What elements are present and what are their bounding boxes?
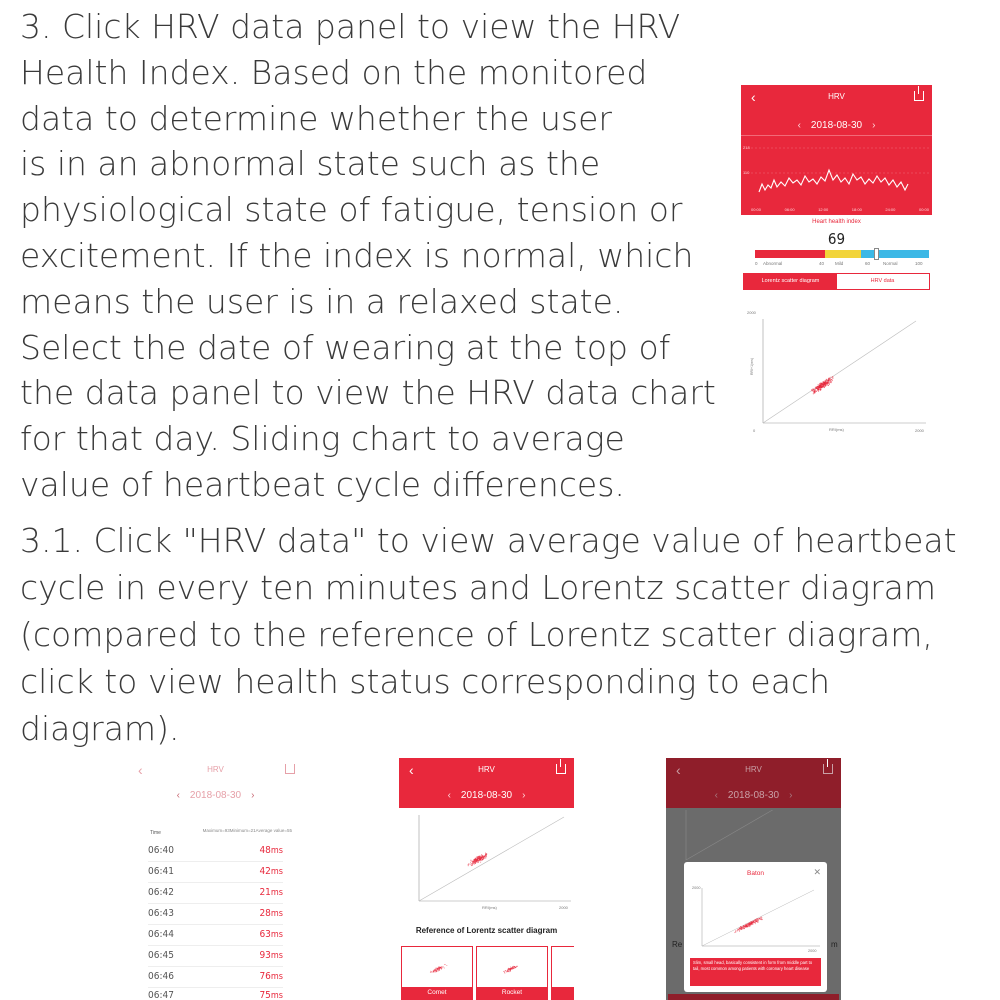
scatter-point (747, 924, 748, 925)
scatter-x-label: RRI(ms) (829, 427, 844, 432)
scatter-point (822, 386, 823, 387)
app-bar (399, 758, 574, 782)
scatter-point (446, 965, 447, 966)
text-line: 3. Click HRV data panel to view the HRV (20, 7, 681, 46)
scale-label: Abnormal (763, 261, 783, 266)
scatter-point (480, 859, 481, 860)
reference-rocket[interactable] (476, 946, 548, 1000)
baton-modal (684, 862, 827, 992)
date-selector[interactable] (666, 790, 841, 801)
scatter-point (433, 971, 434, 972)
scatter-point (818, 389, 819, 390)
table-row (148, 987, 283, 1000)
scatter-point (473, 860, 474, 861)
scatter-point (430, 971, 431, 972)
date-selector[interactable] (741, 120, 932, 131)
scale-label: 60 (865, 261, 871, 266)
tab-hrv-data[interactable]: HRV data (870, 278, 895, 284)
scatter-point (474, 863, 475, 864)
scatter-point (485, 853, 486, 854)
reference-label: Comet (402, 987, 472, 999)
app-bar (128, 758, 303, 782)
scatter-point (744, 928, 745, 929)
lorentz-scatter-plot[interactable] (741, 315, 932, 455)
scatter-point (735, 932, 736, 933)
scatter-point (749, 922, 750, 923)
scatter-point (441, 967, 442, 968)
next-date-icon[interactable]: › (872, 120, 876, 131)
scatter-point (823, 384, 824, 385)
text-line: for that day. Sliding chart to average (20, 419, 625, 459)
scatter-point (479, 856, 480, 857)
scatter-point (477, 861, 478, 862)
selected-date: 2018-08-30 (810, 120, 863, 131)
text-line: physiological state of fatigue, tension or (20, 190, 683, 230)
row-value: 75 (259, 990, 271, 1000)
scatter-point (436, 971, 437, 972)
x-tick: 00:00 (751, 207, 762, 212)
x-tick: 06:00 (784, 207, 795, 212)
row-value: 76 (259, 971, 271, 982)
back-icon[interactable]: ‹ (751, 89, 756, 105)
screen-title: HRV (207, 765, 224, 774)
scatter-point (829, 377, 830, 378)
text-line: (compared to the reference of Lorentz scatter diagram, (20, 615, 933, 654)
scatter-point (479, 857, 480, 858)
hrv-list-screenshot (128, 758, 303, 1000)
scatter-point (508, 971, 509, 972)
scale-label: Mild (835, 261, 844, 266)
x-tick: 18:00 (851, 207, 862, 212)
scatter-point (828, 382, 829, 383)
row-time: 06:45 (148, 950, 174, 961)
scatter-point (761, 919, 762, 920)
row-unit: ms (270, 991, 283, 1000)
scatter-point (444, 968, 445, 969)
selected-date: 2018-08-30 (460, 790, 513, 801)
index-bar-mild (825, 250, 861, 258)
scatter-point (510, 969, 511, 970)
row-unit: ms (270, 867, 283, 877)
scatter-point (751, 923, 752, 924)
scatter-points (468, 853, 488, 867)
scatter-point (435, 969, 436, 970)
scatter-point (824, 383, 825, 384)
scatter-point (816, 391, 817, 392)
scatter-point (753, 921, 754, 922)
y-tick: 218 (743, 145, 750, 150)
scatter-point (827, 381, 828, 382)
scatter-point (813, 393, 814, 394)
text-line: is in an abnormal state such as the (20, 144, 601, 184)
date-selector[interactable] (399, 790, 574, 801)
scatter-point (815, 392, 816, 393)
close-icon[interactable]: ✕ (813, 867, 821, 877)
instruction-paragraph-1 (20, 4, 718, 508)
scatter-point (504, 973, 505, 974)
prev-date-icon[interactable]: ‹ (714, 790, 718, 801)
row-time: 06:47 (148, 990, 174, 1000)
share-icon[interactable] (285, 764, 295, 774)
scatter-point (471, 865, 472, 866)
scatter-point (829, 379, 830, 380)
scatter-point (470, 862, 471, 863)
modal-x-max: 2000 (808, 949, 817, 953)
tab-lorentz-scatter[interactable]: Lorentz scatter diagram (744, 274, 837, 289)
scale-label: 40 (819, 261, 825, 266)
text-line: diagram). (20, 709, 180, 748)
scatter-point (747, 925, 748, 926)
scatter-point (746, 926, 747, 927)
dimmed-tab (668, 994, 839, 1000)
scatter-point (478, 861, 479, 862)
scatter-point (486, 853, 487, 854)
scatter-point (820, 385, 821, 386)
x-axis-ticks (751, 207, 929, 212)
screen-title: HRV (828, 92, 845, 101)
back-icon[interactable]: ‹ (138, 762, 143, 778)
scatter-point (442, 967, 443, 968)
scatter-point (440, 967, 441, 968)
text-line: data to determine whether the user (20, 98, 612, 138)
lorentz-scatter-plot[interactable] (399, 813, 574, 913)
scatter-point (761, 918, 762, 919)
scatter-point (485, 858, 486, 859)
scatter-point (482, 859, 483, 860)
scatter-point (430, 972, 431, 973)
scatter-point (477, 856, 478, 857)
scatter-point (486, 856, 487, 857)
scatter-point (812, 390, 813, 391)
scatter-point (468, 865, 469, 866)
scatter-point (744, 925, 745, 926)
scale-label: 100 (915, 261, 923, 266)
scatter-point (482, 856, 483, 857)
scatter-point (478, 862, 479, 863)
scale-label: 0 (755, 261, 758, 266)
health-index-value: 69 (827, 230, 846, 248)
dimmed-background-chart (666, 810, 841, 860)
index-bar-normal (861, 250, 929, 258)
scatter-point (740, 926, 741, 927)
scatter-point (468, 863, 469, 864)
scatter-point (751, 924, 752, 925)
scatter-point (742, 927, 743, 928)
scatter-point (516, 966, 517, 967)
reference-label-partial (552, 987, 574, 999)
scatter-point (507, 970, 508, 971)
scatter-point (507, 971, 508, 972)
baton-modal-screenshot (666, 758, 841, 1000)
reference-heading: Reference of Lorentz scatter diagram (415, 926, 558, 935)
index-marker (874, 248, 879, 260)
hrv-screenshot-main (741, 85, 932, 455)
scatter-point (829, 381, 830, 382)
scatter-point (513, 968, 514, 969)
text-line: cycle in every ten minutes and Lorentz scatter diagram (20, 568, 937, 607)
scatter-point (513, 966, 514, 967)
obscured-text-right: m (831, 940, 838, 949)
time-column-header: Time (150, 830, 161, 836)
scatter-point (480, 856, 481, 857)
scatter-point (503, 971, 504, 972)
scatter-point (741, 927, 742, 928)
scatter-point (822, 382, 823, 383)
app-bar (666, 758, 841, 782)
scatter-point (431, 971, 432, 972)
modal-y-max: 2000 (692, 886, 701, 890)
prev-date-icon[interactable]: ‹ (176, 790, 180, 801)
row-value: 28 (259, 908, 271, 919)
selected-date: 2018-08-30 (189, 790, 242, 801)
scatter-point (441, 966, 442, 967)
date-selector[interactable] (128, 790, 303, 801)
scatter-point (476, 859, 477, 860)
scatter-point (761, 917, 762, 918)
scatter-x-max: 2000 (915, 428, 924, 433)
scatter-x-max: 2000 (559, 905, 568, 910)
row-value: 93 (259, 950, 271, 961)
text-line: click to view health status corresponding to each (20, 662, 830, 701)
scatter-point (438, 970, 439, 971)
scatter-point (829, 384, 830, 385)
screen-title: HRV (745, 765, 762, 774)
row-unit: ms (270, 846, 283, 856)
text-line: value of heartbeat cycle differences. (20, 464, 625, 504)
scale-label: Normal (883, 261, 898, 266)
scatter-point (483, 856, 484, 857)
scatter-point (823, 385, 824, 386)
scatter-point (470, 860, 471, 861)
row-time: 06:46 (148, 971, 174, 982)
scatter-point (819, 387, 820, 388)
scatter-point (814, 389, 815, 390)
table-row (148, 842, 283, 862)
scatter-point (740, 928, 741, 929)
table-row (148, 926, 283, 946)
scatter-point (813, 391, 814, 392)
health-index-label: Heart health index (812, 219, 861, 225)
scatter-point (818, 391, 819, 392)
row-time: 06:42 (148, 887, 174, 898)
next-date-icon[interactable]: › (789, 790, 793, 801)
scatter-point (755, 919, 756, 920)
row-unit: ms (270, 888, 283, 898)
table-row (148, 905, 283, 925)
scatter-point (756, 921, 757, 922)
x-tick: 00:00 (918, 207, 929, 212)
row-value: 48 (259, 845, 271, 856)
scatter-x-min: 0 (753, 428, 756, 433)
scatter-point (438, 968, 439, 969)
data-tabs (743, 273, 930, 290)
text-line: means the user is in a relaxed state. (20, 281, 624, 321)
scatter-point (445, 964, 446, 965)
share-icon[interactable] (914, 91, 924, 101)
row-time: 06:43 (148, 908, 174, 919)
scatter-point (832, 380, 833, 381)
scatter-point (750, 922, 751, 923)
next-date-icon[interactable]: › (251, 790, 255, 801)
scatter-point (741, 929, 742, 930)
table-row (148, 968, 283, 988)
scatter-point (474, 864, 475, 865)
scatter-point (469, 864, 470, 865)
scatter-point (481, 860, 482, 861)
scatter-point (820, 389, 821, 390)
scatter-point (437, 970, 438, 971)
scatter-point (510, 967, 511, 968)
rocket-thumbnail (477, 947, 547, 987)
text-line: excitement. If the index is normal, which (20, 235, 694, 275)
row-unit: ms (270, 972, 283, 982)
divider (741, 135, 932, 136)
scatter-y-max: 2000 (747, 310, 756, 315)
scatter-point (828, 379, 829, 380)
scatter-point (817, 386, 818, 387)
row-unit: ms (270, 930, 283, 940)
row-time: 06:44 (148, 929, 174, 940)
scatter-point (827, 383, 828, 384)
obscured-text-left: Re (672, 940, 683, 949)
text-line: the data panel to view the HRV data chart (20, 373, 716, 413)
text-line: 3.1. Click "HRV data" to view average value of heartbeat (20, 521, 957, 560)
table-row (148, 947, 283, 967)
scatter-point (433, 970, 434, 971)
back-icon[interactable]: ‹ (676, 762, 681, 778)
row-time: 06:40 (148, 845, 174, 856)
scatter-point (434, 970, 435, 971)
text-line: Health Index. Based on the monitored (20, 52, 648, 92)
row-time: 06:41 (148, 866, 174, 877)
scatter-point (757, 918, 758, 919)
y-tick: 110 (743, 170, 750, 175)
scatter-point (481, 854, 482, 855)
x-tick: 24:00 (885, 207, 896, 212)
baton-scatter-plot (684, 884, 827, 954)
scatter-point (758, 921, 759, 922)
screen-title: HRV (478, 765, 495, 774)
scatter-point (734, 932, 735, 933)
scatter-point (514, 967, 515, 968)
scatter-point (830, 381, 831, 382)
scatter-point (822, 385, 823, 386)
selected-date: 2018-08-30 (727, 790, 780, 801)
scatter-point (476, 860, 477, 861)
scatter-point (436, 967, 437, 968)
scatter-point (739, 931, 740, 932)
scatter-point (472, 864, 473, 865)
scatter-point (511, 968, 512, 969)
scatter-point (505, 970, 506, 971)
x-tick: 12:00 (818, 207, 829, 212)
scatter-point (737, 929, 738, 930)
scatter-point (814, 392, 815, 393)
scatter-x-label: RRI(ms) (482, 905, 497, 910)
scatter-point (816, 387, 817, 388)
scatter-point (755, 922, 756, 923)
index-bar-abnormal (755, 250, 825, 258)
modal-title: Baton (747, 870, 764, 877)
scatter-point (759, 918, 760, 919)
scatter-point (480, 857, 481, 858)
scatter-point (743, 925, 744, 926)
scatter-point (483, 858, 484, 859)
scatter-point (831, 381, 832, 382)
comet-thumbnail (402, 947, 472, 987)
scatter-point (475, 859, 476, 860)
scatter-point (832, 378, 833, 379)
share-icon[interactable] (556, 764, 566, 774)
modal-description: Slim, small head, basically consistent in form from middle part to tail, most common among patients with coronary heart disease (690, 958, 821, 986)
scatter-point (751, 921, 752, 922)
scatter-point (744, 927, 745, 928)
scatter-point (818, 384, 819, 385)
scatter-point (437, 968, 438, 969)
scatter-point (475, 861, 476, 862)
row-value: 21 (259, 887, 271, 898)
prev-date-icon[interactable]: ‹ (447, 790, 451, 801)
scatter-point (830, 377, 831, 378)
reference-partial[interactable] (551, 946, 574, 1000)
reference-label: Rocket (477, 987, 547, 999)
scatter-point (762, 919, 763, 920)
scatter-point (827, 385, 828, 386)
scatter-point (755, 923, 756, 924)
table-row (148, 884, 283, 904)
instruction-paragraph-2 (20, 517, 955, 752)
scatter-point (745, 926, 746, 927)
scatter-point (745, 924, 746, 925)
reference-comet[interactable] (401, 946, 473, 1000)
scatter-point (480, 862, 481, 863)
table-row (148, 863, 283, 883)
row-value: 63 (259, 929, 271, 940)
scatter-point (435, 972, 436, 973)
scatter-point (825, 382, 826, 383)
scatter-point (509, 969, 510, 970)
scatter-point (825, 384, 826, 385)
scatter-y-label: RRI+1(ms) (750, 357, 754, 375)
scatter-point (479, 858, 480, 859)
scatter-points (811, 376, 833, 394)
scatter-point (750, 924, 751, 925)
row-unit: ms (270, 909, 283, 919)
scatter-point (439, 966, 440, 967)
app-bar (741, 85, 932, 109)
scatter-point (811, 389, 812, 390)
scatter-point (826, 380, 827, 381)
scatter-point (821, 383, 822, 384)
scatter-point (823, 382, 824, 383)
scatter-point (735, 931, 736, 932)
row-value: 42 (259, 866, 271, 877)
share-icon[interactable] (823, 764, 833, 774)
next-date-icon[interactable]: › (522, 790, 526, 801)
scatter-point (824, 387, 825, 388)
scatter-point (510, 970, 511, 971)
back-icon[interactable]: ‹ (409, 762, 414, 778)
scatter-point (507, 969, 508, 970)
stats-summary: Maximum=93Minimum=21Average value=55 (202, 828, 292, 833)
lorentz-scatter-screenshot (399, 758, 574, 1000)
text-line: Select the date of wearing at the top of (20, 327, 671, 367)
hrv-line-chart[interactable] (741, 140, 932, 205)
prev-date-icon[interactable]: ‹ (797, 120, 801, 131)
row-unit: ms (270, 951, 283, 961)
